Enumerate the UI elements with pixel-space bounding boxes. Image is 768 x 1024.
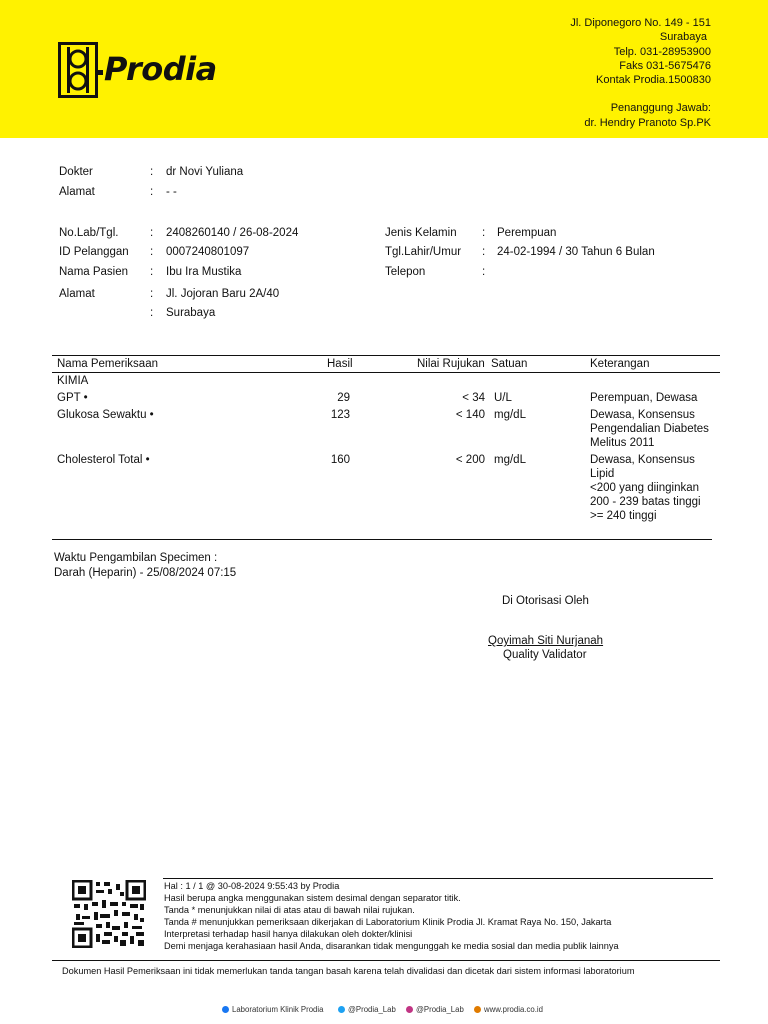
responsible-name: dr. Hendry Pranoto Sp.PK — [584, 116, 711, 129]
footer-line: Tanda # menunjukkan pemeriksaan dikerjakan di Laboratorium Klinik Prodia Jl. Kramat Raya No. 150, Jakarta — [164, 917, 612, 927]
address-line: Surabaya — [659, 31, 707, 44]
qr-code-icon — [72, 880, 146, 948]
row-unit: mg/dL — [494, 454, 526, 466]
letterhead — [0, 0, 768, 138]
doctor-value: dr Novi Yuliana — [166, 166, 244, 178]
colon: : — [150, 266, 154, 278]
lab-address — [570, 16, 711, 130]
footer-line: Tanda * menunjukkan nilai di atas atau di bawah nilai rujukan. — [164, 905, 415, 915]
row-note: Dewasa, Konsensus — [590, 454, 695, 466]
patient-name-label: Nama Pasien — [59, 266, 129, 278]
colon: : — [150, 246, 154, 258]
row-unit: mg/dL — [494, 409, 526, 421]
row-note: Lipid — [590, 468, 615, 480]
row-unit: U/L — [494, 392, 512, 404]
row-note: Perempuan, Dewasa — [590, 392, 698, 404]
instagram-icon — [406, 1006, 413, 1013]
footer-line: Demi menjaga kerahasiaan hasil Anda, disarankan tidak mengunggah ke media sosial dan media publik lainnya — [164, 941, 619, 951]
row-note: >= 240 tinggi — [590, 510, 657, 522]
colon: : — [150, 186, 154, 198]
row-note: 200 - 239 batas tinggi — [590, 496, 701, 508]
customer-id-value: 0007240801097 — [166, 246, 250, 258]
footer-line: Interpretasi terhadap hasil hanya dilakukan oleh dokter/klinisi — [164, 929, 413, 939]
address-line: Faks 031-5675476 — [619, 59, 711, 72]
table-top-rule — [52, 355, 720, 356]
footer-rule — [163, 878, 713, 879]
validator-role: Quality Validator — [503, 649, 587, 661]
colon: : — [150, 307, 154, 319]
lab-value: 2408260140 / 26-08-2024 — [166, 227, 299, 239]
gender-value: Perempuan — [497, 227, 557, 239]
brand-name: Prodia — [104, 50, 217, 88]
social-website[interactable] — [474, 1005, 543, 1014]
header-unit: Satuan — [491, 358, 528, 370]
facebook-icon — [222, 1006, 229, 1013]
specimen-label: Waktu Pengambilan Specimen : — [54, 552, 218, 564]
social-instagram[interactable] — [406, 1005, 464, 1014]
logo-dot — [98, 70, 103, 75]
phone-label: Telepon — [385, 266, 426, 278]
colon: : — [482, 266, 486, 278]
header-exam: Nama Pemeriksaan — [57, 358, 158, 370]
colon: : — [482, 246, 486, 258]
social-label: @Prodia_Lab — [416, 1005, 464, 1014]
address-line: Telp. 031-28953900 — [613, 45, 711, 58]
row-result: 123 — [330, 409, 350, 421]
row-exam: Cholesterol Total • — [57, 454, 150, 466]
address-line: Kontak Prodia.1500830 — [596, 74, 711, 87]
responsible-label: Penanggung Jawab: — [610, 102, 711, 115]
prodia-logo-icon — [58, 42, 98, 98]
row-result: 160 — [330, 454, 350, 466]
dob-value: 24-02-1994 / 30 Tahun 6 Bulan — [497, 246, 655, 258]
row-reference: < 200 — [455, 454, 485, 466]
row-note: <200 yang diinginkan — [590, 482, 700, 494]
validator-name: Qoyimah Siti Nurjanah — [488, 635, 604, 647]
row-note: Dewasa, Konsensus — [590, 409, 695, 421]
twitter-icon — [338, 1006, 345, 1013]
social-label: www.prodia.co.id — [484, 1005, 543, 1014]
disclaimer-rule — [52, 960, 720, 961]
header-result: Hasil — [327, 358, 353, 370]
section-title: KIMIA — [57, 375, 89, 387]
web-icon — [474, 1006, 481, 1013]
doctor-address-value: - - — [166, 186, 177, 198]
table-header-rule — [52, 372, 720, 373]
patient-address-label: Alamat — [59, 288, 95, 300]
colon: : — [150, 227, 154, 239]
row-exam: Glukosa Sewaktu • — [57, 409, 154, 421]
social-label: @Prodia_Lab — [348, 1005, 396, 1014]
doctor-address-label: Alamat — [59, 186, 95, 198]
disclaimer-text: Dokumen Hasil Pemeriksaan ini tidak memerlukan tanda tangan basah karena telah divalidasi dan dicetak dari sistem informasi laboratorium — [62, 966, 635, 976]
row-reference: < 34 — [462, 392, 485, 404]
gender-label: Jenis Kelamin — [385, 227, 457, 239]
social-label: Laboratorium Klinik Prodia — [232, 1005, 324, 1014]
row-exam: GPT • — [57, 392, 88, 404]
footer-notes — [164, 880, 619, 952]
row-note: Pengendalian Diabetes — [590, 423, 709, 435]
colon: : — [150, 166, 154, 178]
colon: : — [150, 288, 154, 300]
patient-name-value: Ibu Ira Mustika — [166, 266, 242, 278]
dob-label: Tgl.Lahir/Umur — [385, 246, 462, 258]
row-result: 29 — [337, 392, 350, 404]
lab-label: No.Lab/Tgl. — [59, 227, 119, 239]
customer-id-label: ID Pelanggan — [59, 246, 129, 258]
patient-address-line2: Surabaya — [166, 307, 216, 319]
footer-line: Hal : 1 / 1 @ 30-08-2024 9:55:43 by Prodia — [164, 881, 340, 891]
table-bottom-rule — [52, 539, 712, 540]
colon: : — [482, 227, 486, 239]
row-reference: < 140 — [455, 409, 485, 421]
row-note: Melitus 2011 — [590, 437, 655, 449]
social-facebook[interactable] — [222, 1005, 323, 1014]
social-twitter[interactable] — [338, 1005, 396, 1014]
authorized-by-label: Di Otorisasi Oleh — [502, 595, 589, 607]
doctor-label: Dokter — [59, 166, 93, 178]
specimen-value: Darah (Heparin) - 25/08/2024 07:15 — [54, 567, 237, 579]
patient-address-line1: Jl. Jojoran Baru 2A/40 — [166, 288, 280, 300]
address-line: Jl. Diponegoro No. 149 - 151 — [570, 17, 711, 29]
header-reference: Nilai Rujukan — [417, 358, 485, 370]
header-note: Keterangan — [590, 358, 650, 370]
footer-line: Hasil berupa angka menggunakan sistem desimal dengan separator titik. — [164, 893, 461, 903]
